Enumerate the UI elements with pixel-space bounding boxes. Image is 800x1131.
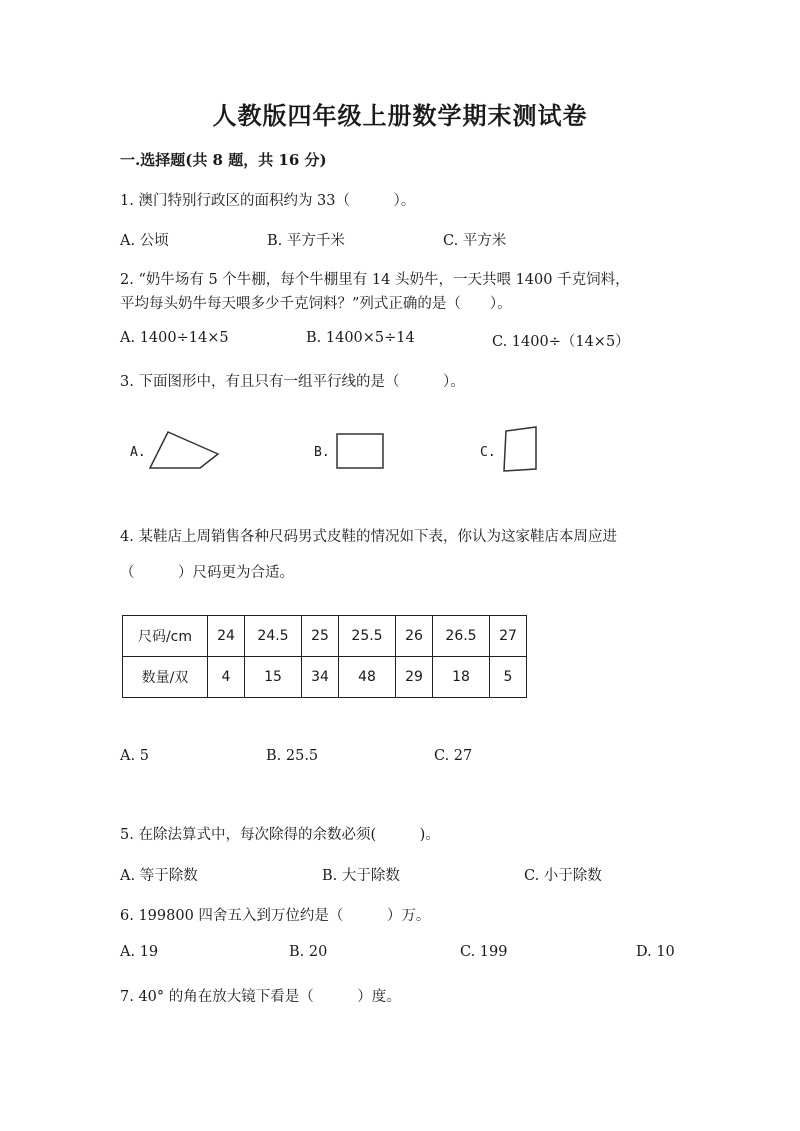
- section-heading: 一.选择题(共 8 题，共 16 分): [120, 151, 327, 169]
- table-header-size: 尺码/cm: [123, 616, 208, 657]
- q4-option-a: A. 5: [120, 748, 149, 764]
- q1-option-b: B. 平方千米: [267, 233, 345, 249]
- trapezoid-shape-c: [500, 425, 542, 477]
- q5-option-c: C. 小于除数: [524, 868, 602, 884]
- table-cell-size: 26: [396, 616, 433, 657]
- table-cell-count: 4: [208, 657, 245, 698]
- table-row-sizes: [123, 616, 527, 657]
- q3-label-c: C.: [480, 445, 496, 460]
- table-cell-count: 15: [245, 657, 302, 698]
- q2-option-c: C. 1400÷（14×5）: [492, 334, 630, 350]
- shoe-sales-table: [122, 615, 527, 698]
- table-cell-size: 26.5: [433, 616, 490, 657]
- question-4-line-2: （ ）尺码更为合适。: [120, 565, 294, 581]
- question-1: 1. 澳门特别行政区的面积约为 33（ ）。: [120, 193, 416, 209]
- q1-option-a: A. 公顷: [120, 233, 169, 249]
- q6-option-a: A. 19: [120, 944, 159, 960]
- table-cell-count: 18: [433, 657, 490, 698]
- table-header-count: 数量/双: [123, 657, 208, 698]
- q3-label-a: A.: [130, 445, 146, 460]
- question-4-line-1: 4. 某鞋店上周销售各种尺码男式皮鞋的情况如下表，你认为这家鞋店本周应进: [120, 529, 617, 545]
- table-cell-size: 27: [490, 616, 527, 657]
- table-row-counts: [123, 657, 527, 698]
- question-2-line-1: 2. “奶牛场有 5 个牛棚，每个牛棚里有 14 头奶牛，一天共喂 1400 千克饲料，: [120, 272, 630, 288]
- table-cell-size: 25: [302, 616, 339, 657]
- table-cell-count: 48: [339, 657, 396, 698]
- question-6: 6. 199800 四舍五入到万位约是（ ）万。: [120, 908, 431, 924]
- q3-label-b: B.: [314, 445, 330, 460]
- q5-option-b: B. 大于除数: [322, 868, 400, 884]
- question-2-line-2: 平均每头奶牛每天喂多少千克饲料？”列式正确的是（ ）。: [120, 296, 512, 312]
- trapezoid-shape-a: [148, 428, 223, 474]
- table-cell-count: 29: [396, 657, 433, 698]
- table-cell-size: 25.5: [339, 616, 396, 657]
- table-cell-size: 24.5: [245, 616, 302, 657]
- question-3: 3. 下面图形中，有且只有一组平行线的是（ ）。: [120, 374, 465, 390]
- rectangle-shape-b: [335, 432, 387, 472]
- q2-option-a: A. 1400÷14×5: [120, 330, 229, 346]
- question-7: 7. 40° 的角在放大镜下看是（ ）度。: [120, 989, 401, 1005]
- table-cell-size: 24: [208, 616, 245, 657]
- table-cell-count: 5: [490, 657, 527, 698]
- q6-option-b: B. 20: [289, 944, 328, 960]
- question-5: 5. 在除法算式中，每次除得的余数必须( )。: [120, 827, 440, 843]
- q4-option-b: B. 25.5: [266, 748, 319, 764]
- q6-option-c: C. 199: [460, 944, 508, 960]
- q6-option-d: D. 10: [636, 944, 675, 960]
- table-cell-count: 34: [302, 657, 339, 698]
- q2-option-b: B. 1400×5÷14: [306, 330, 415, 346]
- page-title: 人教版四年级上册数学期末测试卷: [212, 101, 588, 130]
- q4-option-c: C. 27: [434, 748, 473, 764]
- q5-option-a: A. 等于除数: [120, 868, 198, 884]
- q1-option-c: C. 平方米: [443, 233, 507, 249]
